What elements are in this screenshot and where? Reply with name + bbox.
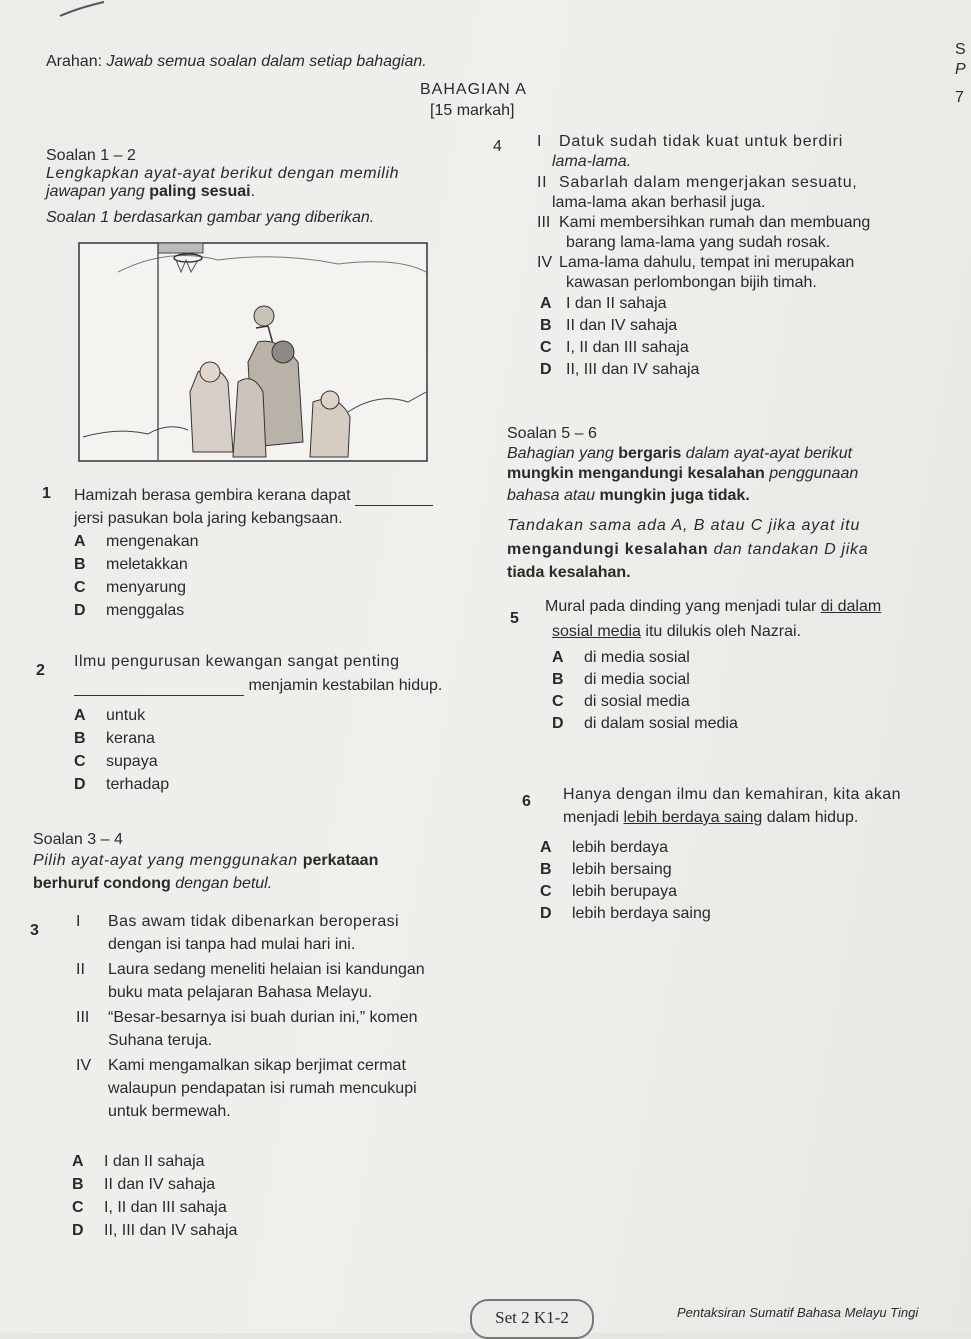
option-text: kerana (106, 730, 155, 747)
option-letter: C (540, 339, 552, 356)
q2-option-d[interactable] (74, 775, 169, 795)
option-text: untuk (106, 707, 146, 724)
option-text: di dalam sosial media (584, 715, 738, 732)
roman-numeral: I (537, 133, 543, 150)
q5-text: itu dilukis oleh Nazrai. (640, 623, 802, 640)
option-letter: C (74, 753, 86, 770)
q3-item-1-line-2: dengan isi tanpa had mulai hari ini. (108, 936, 356, 953)
roman-numeral: III (76, 1009, 90, 1026)
pen-mark-scribble (58, 0, 108, 18)
question-2-number: 2 (36, 662, 45, 679)
option-letter: A (540, 295, 552, 312)
q2-option-c[interactable] (74, 752, 158, 772)
option-letter: B (74, 556, 86, 573)
option-letter: D (72, 1222, 84, 1239)
option-letter: A (540, 839, 552, 856)
soalan-5-6-heading: Soalan 5 – 6 (507, 425, 597, 442)
question-6-text-2: menjadi lebih berdaya saing dalam hidup. (563, 809, 859, 826)
roman-numeral: IV (76, 1057, 92, 1074)
option-letter: D (540, 361, 552, 378)
q3-item-4-line-2: walaupun pendapatan isi rumah mencukupi (108, 1080, 417, 1097)
option-letter: C (72, 1199, 84, 1216)
instr-part: jawapan yang (46, 183, 150, 200)
item-text: Laura sedang meneliti helaian isi kandungan (108, 961, 425, 978)
q6-text: menjadi (563, 809, 624, 826)
question-6-text-1: Hanya dengan ilmu dan kemahiran, kita akan (563, 786, 901, 803)
soalan-5-6-instruction-4: Tandakan sama ada A, B atau C jika ayat itu (507, 517, 861, 534)
question-5-text-1 (545, 597, 881, 617)
soalan-5-6-instruction-6: tiada kesalahan. (507, 564, 631, 581)
instr-part: bahasa (507, 487, 564, 504)
basketball-picture (78, 242, 428, 462)
corner-letter-s: S (955, 41, 966, 58)
q6-option-c[interactable] (540, 882, 677, 902)
q5-option-c[interactable] (552, 692, 690, 712)
question-1-number: 1 (42, 485, 51, 502)
q1-blank[interactable] (355, 505, 433, 506)
option-text: menyarung (106, 579, 187, 596)
roman-numeral: III (537, 214, 551, 231)
instr-bold: mungkin mengandungi kesalahan (507, 465, 770, 482)
option-text: II, III dan IV sahaja (566, 361, 700, 378)
question-3-number: 3 (30, 922, 39, 939)
q2-blank[interactable] (74, 695, 244, 696)
q3-item-4-line-3: untuk bermewah. (108, 1103, 231, 1120)
q2-line2: menjamin kestabilan hidup. (248, 677, 443, 694)
q3-item-4-line-1 (76, 1056, 406, 1076)
instr-part: Pilih ayat-ayat yang menggunakan (33, 852, 303, 869)
set-label: Set 2 K1-2 (470, 1299, 594, 1339)
q5-option-b[interactable] (552, 670, 690, 690)
item-text: Kami mengamalkan sikap berjimat cermat (108, 1057, 406, 1074)
option-letter: B (74, 730, 86, 747)
option-text: lebih berdaya saing (572, 905, 711, 922)
instr-bold: berhuruf condong (33, 875, 176, 892)
q5-option-d[interactable] (552, 714, 738, 734)
section-marks: [15 markah] (430, 102, 515, 119)
instr-part: atau (563, 487, 596, 504)
soalan-5-6-instruction-2 (507, 464, 858, 484)
option-text: I, II dan III sahaja (566, 339, 689, 356)
option-letter: B (540, 317, 552, 334)
option-text: lebih berdaya (572, 839, 669, 856)
option-text: II dan IV sahaja (566, 317, 678, 334)
q1-option-c[interactable] (74, 578, 186, 598)
soalan-1-2-heading: Soalan 1 – 2 (46, 147, 136, 164)
option-text: menggalas (106, 602, 185, 619)
soalan-5-6-instruction-1 (507, 444, 852, 464)
question-2-text-2 (74, 676, 442, 696)
q4-option-c[interactable] (540, 338, 689, 358)
soalan-5-6-instruction-5 (507, 540, 868, 560)
q3-option-b[interactable] (72, 1175, 215, 1195)
section-title: BAHAGIAN A (420, 81, 527, 98)
instruction-text: Jawab semua soalan dalam setiap bahagian. (106, 53, 427, 70)
q4-option-d[interactable] (540, 360, 699, 380)
option-text: I dan II sahaja (566, 295, 667, 312)
item-text: Kami membersihkan rumah dan membuang (559, 214, 871, 231)
q5-option-a[interactable] (552, 648, 690, 668)
q4-item-1-line-2: lama-lama. (552, 153, 632, 170)
instr-bold: perkataan (302, 852, 379, 869)
roman-numeral: IV (537, 254, 553, 271)
option-text: II dan IV sahaja (104, 1176, 216, 1193)
option-letter: A (74, 533, 86, 550)
instr-bold: bergaris (618, 445, 682, 462)
soalan-1-2-instruction-2: jawapan yang paling sesuai. (46, 183, 256, 200)
soalan-3-4-heading: Soalan 3 – 4 (33, 831, 123, 848)
option-text: mengenakan (106, 533, 199, 550)
instr-part: dalam ayat-ayat berikut (681, 445, 853, 462)
question-6-number: 6 (522, 793, 531, 810)
roman-numeral: II (76, 961, 85, 978)
roman-numeral: I (76, 913, 81, 930)
q4-option-a[interactable] (540, 294, 667, 314)
q3-item-2-line-2: buku mata pelajaran Bahasa Melayu. (108, 984, 373, 1001)
q3-item-1-line-1 (76, 912, 399, 932)
q3-option-a[interactable] (72, 1152, 205, 1172)
option-text: supaya (106, 753, 158, 770)
item-text: Bas awam tidak dibenarkan beroperasi (108, 913, 400, 930)
q3-option-d[interactable] (72, 1221, 237, 1241)
q3-item-2-line-1 (76, 960, 425, 980)
item-text: “Besar-besarnya isi buah durian ini,” komen (108, 1009, 418, 1026)
q6-option-b[interactable] (540, 860, 672, 880)
item-text: Sabarlah dalam mengerjakan sesuatu, (559, 174, 858, 191)
item-text: Lama-lama dahulu, tempat ini merupakan (559, 254, 855, 271)
q1-option-a[interactable] (74, 532, 199, 552)
item-text: Datuk sudah tidak kuat untuk berdiri (559, 133, 844, 150)
roman-numeral: II (537, 174, 548, 191)
q4-item-1-line-1 (537, 132, 843, 152)
corner-letter-p: P (955, 61, 966, 78)
instr-bold: paling sesuai (149, 183, 251, 200)
soalan-3-4-instruction-1 (33, 851, 378, 871)
instr-part: dengan betul. (175, 875, 273, 892)
q1-option-d[interactable] (74, 601, 184, 621)
q4-option-b[interactable] (540, 316, 677, 336)
q2-option-a[interactable] (74, 706, 145, 726)
question-5-number: 5 (510, 610, 519, 627)
q4-item-3-line-2: barang lama-lama yang sudah rosak. (566, 234, 831, 251)
q3-item-3-line-2: Suhana teruja. (108, 1032, 213, 1049)
picture-instruction (46, 208, 374, 228)
option-letter: D (74, 602, 86, 619)
instruction-label: Arahan: (46, 53, 103, 70)
option-letter: C (540, 883, 552, 900)
option-letter: D (540, 905, 552, 922)
q4-item-3-line-1 (537, 213, 870, 233)
footer-title: Pentaksiran Sumatif Bahasa Melayu Tingi (677, 1305, 919, 1320)
option-text: di sosial media (584, 693, 690, 710)
option-text: I, II dan III sahaja (104, 1199, 227, 1216)
q3-option-c[interactable] (72, 1198, 227, 1218)
soalan-3-4-instruction-2 (33, 874, 272, 894)
instr-part: Bahagian yang (507, 445, 619, 462)
option-text: meletakkan (106, 556, 188, 573)
option-text: II, III dan IV sahaja (104, 1222, 238, 1239)
question-1-text-2: jersi pasukan bola jaring kebangsaan. (74, 510, 343, 527)
q3-item-3-line-1 (76, 1008, 417, 1028)
option-text: di media sosial (584, 649, 690, 666)
picture-instruction-text: Soalan 1 berdasarkan gambar yang diberikan. (46, 209, 375, 226)
instr-part: dan tandakan D jika (713, 541, 869, 558)
q4-item-4-line-1 (537, 253, 854, 273)
q5-underlined: sosial media (552, 623, 641, 640)
option-text: lebih bersaing (572, 861, 672, 878)
soalan-1-2-instruction-1: Lengkapkan ayat-ayat berikut dengan memilih (46, 165, 400, 182)
option-text: lebih berupaya (572, 883, 677, 900)
q4-item-2-line-2: lama-lama akan berhasil juga. (552, 194, 766, 211)
q6-underlined: lebih berdaya saing (623, 809, 763, 826)
option-letter: B (72, 1176, 84, 1193)
option-text: terhadap (106, 776, 170, 793)
q5-underlined: di dalam (820, 598, 882, 615)
q6-option-a[interactable] (540, 838, 668, 858)
option-text: I dan II sahaja (104, 1153, 205, 1170)
instruction-line (46, 52, 427, 72)
question-5-text-2 (552, 622, 801, 642)
q5-text: Mural pada dinding yang menjadi tular (545, 598, 821, 615)
soalan-5-6-instruction-3: bahasa atau mungkin juga tidak. (507, 487, 750, 504)
option-letter: A (552, 649, 564, 666)
q4-item-4-line-2: kawasan perlombongan bijih timah. (566, 274, 817, 291)
option-text: di media social (584, 671, 690, 688)
option-letter: D (74, 776, 86, 793)
option-letter: C (552, 693, 564, 710)
instr-bold: mengandungi kesalahan (507, 541, 714, 558)
question-1-text-1 (74, 486, 433, 506)
question-2-text-1: Ilmu pengurusan kewangan sangat penting (74, 653, 400, 670)
option-letter: A (72, 1153, 84, 1170)
q4-item-2-line-1 (537, 173, 857, 193)
instr-part: penggunaan (769, 465, 859, 482)
question-4-number: 4 (493, 138, 502, 155)
q2-option-b[interactable] (74, 729, 155, 749)
q6-option-d[interactable] (540, 904, 711, 924)
q1-line1: Hamizah berasa gembira kerana dapat (74, 487, 351, 504)
option-letter: C (74, 579, 86, 596)
option-letter: B (552, 671, 564, 688)
option-letter: B (540, 861, 552, 878)
corner-number: 7 (955, 89, 964, 106)
q1-option-b[interactable] (74, 555, 188, 575)
option-letter: A (74, 707, 86, 724)
option-letter: D (552, 715, 564, 732)
